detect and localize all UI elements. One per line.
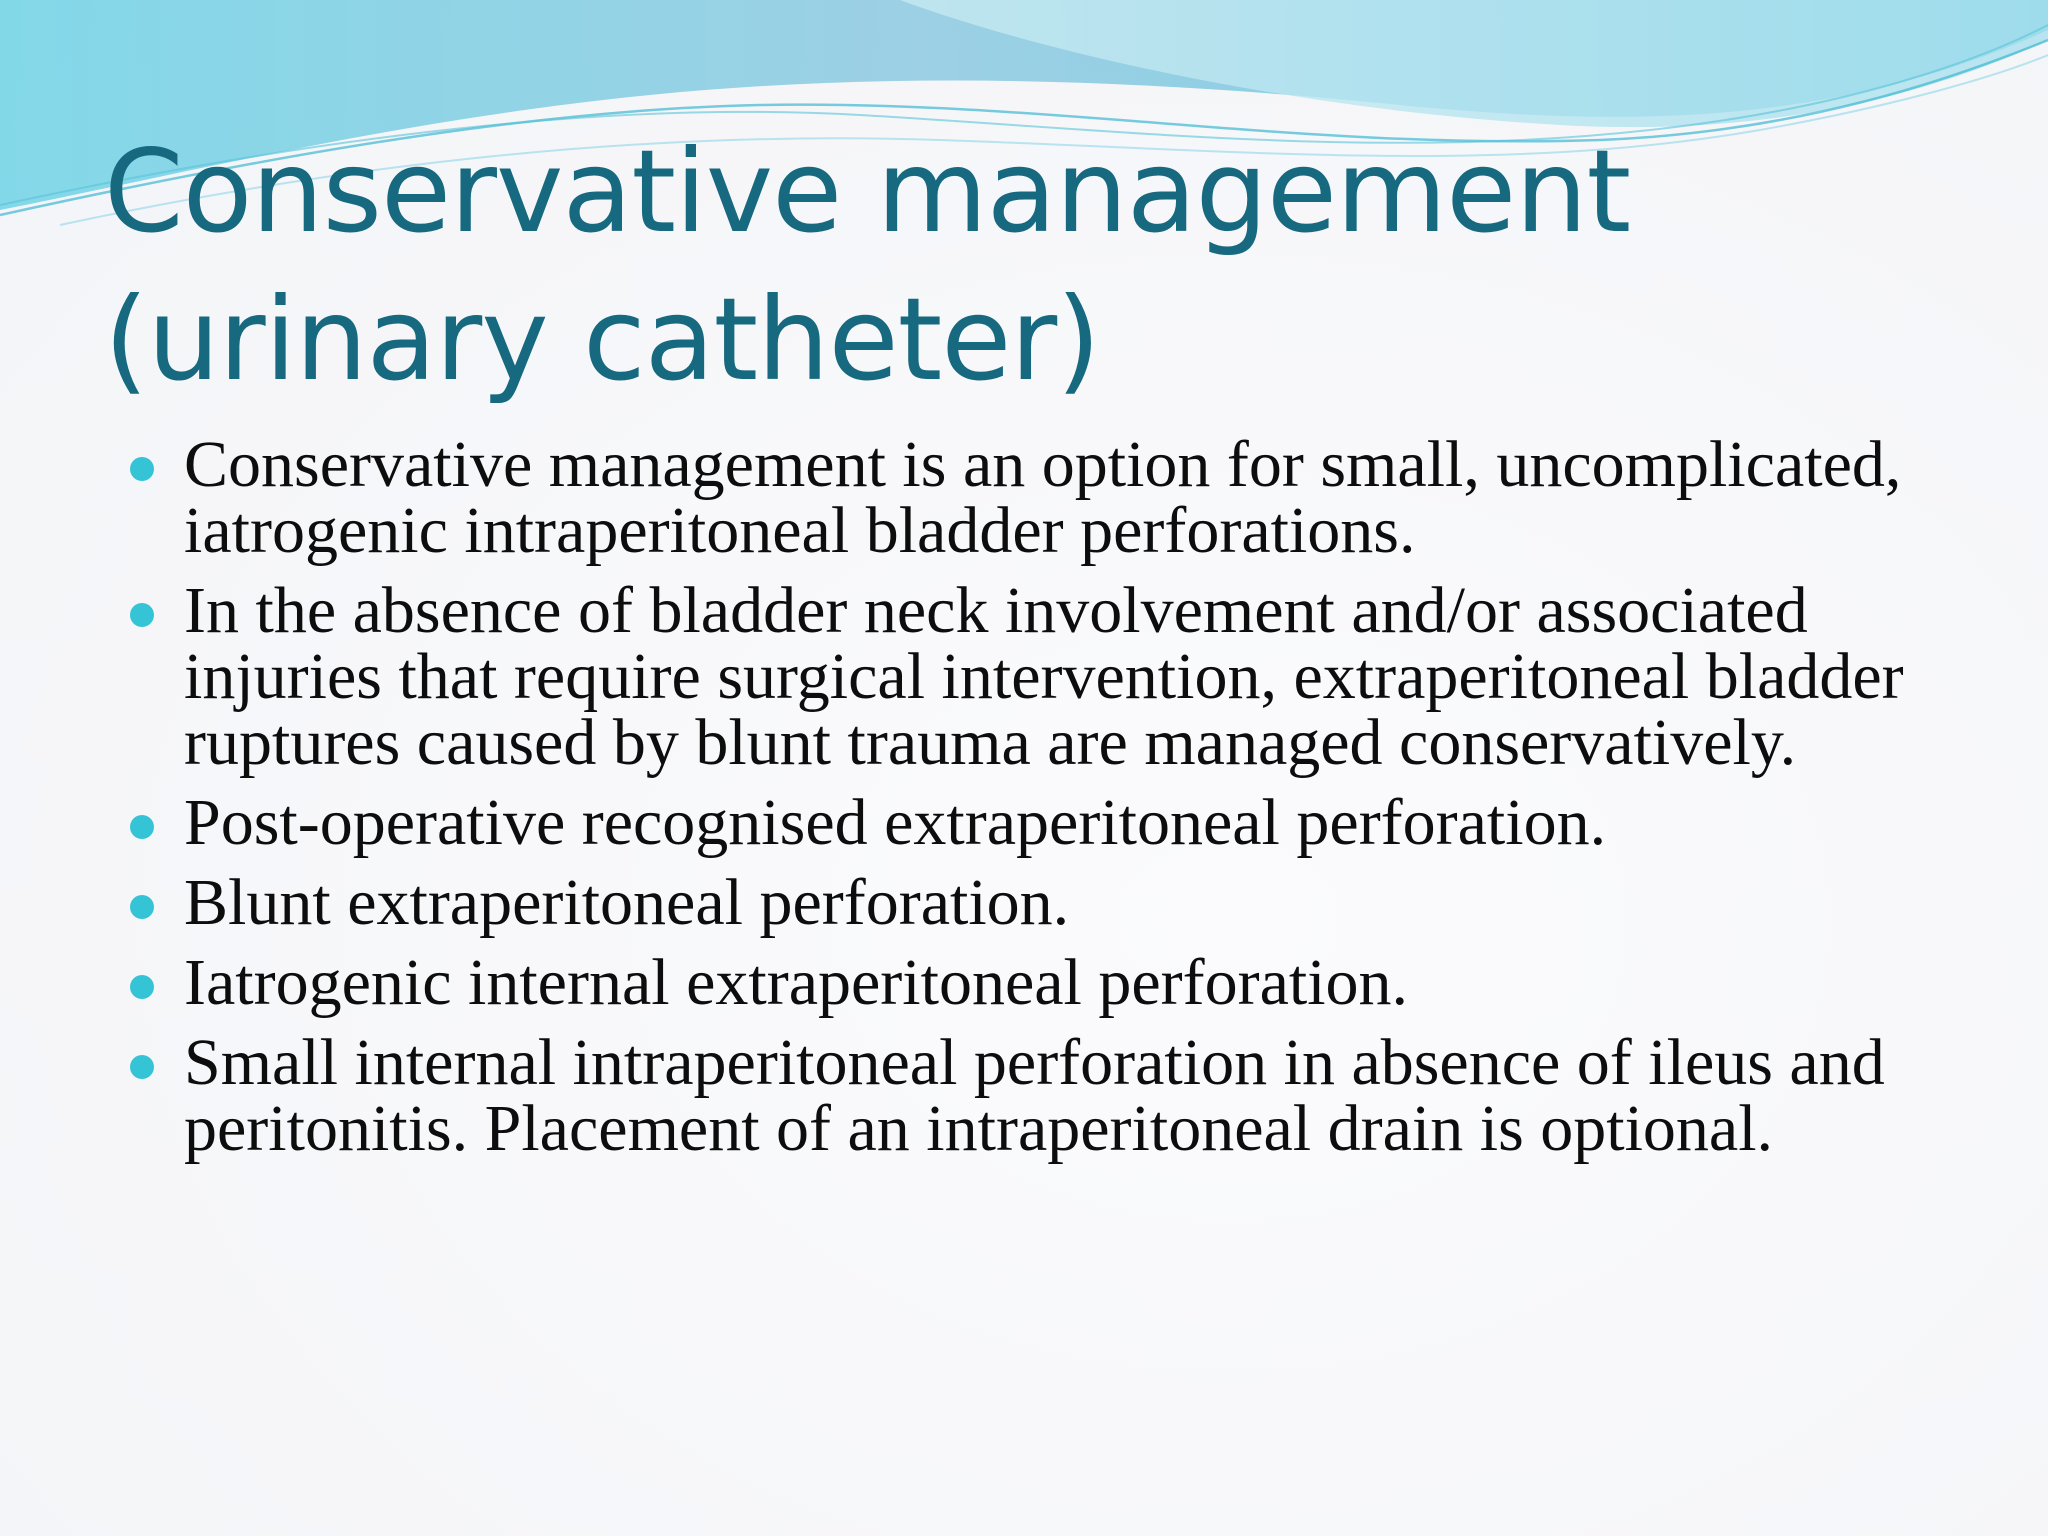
bullet-marker-icon — [130, 895, 154, 919]
bullet-text: In the absence of bladder neck involvement and/or associated injuries that require surgical intervention, extraperitoneal bladder ruptures caused by blunt trauma are managed conservatively. — [184, 574, 1904, 779]
bullet-item — [126, 428, 1926, 567]
bullet-marker-icon — [130, 457, 154, 481]
bullet-item — [126, 1026, 1926, 1165]
slide-title — [104, 118, 1904, 414]
bullet-item — [126, 866, 1926, 939]
bullet-list — [126, 428, 1926, 1176]
bullet-item — [126, 946, 1926, 1019]
bullet-item — [126, 786, 1926, 859]
bullet-text: Post-operative recognised extraperitoneal perforation. — [184, 786, 1607, 859]
bullet-text: Conservative management is an option for small, uncomplicated, iatrogenic intraperitoneal bladder perforations. — [184, 428, 1902, 567]
bullet-marker-icon — [130, 603, 154, 627]
bullet-marker-icon — [130, 815, 154, 839]
bullet-item — [126, 574, 1926, 779]
slide-title-line-1: Conservative management — [104, 125, 1631, 258]
bullet-marker-icon — [130, 1055, 154, 1079]
bullet-marker-icon — [130, 975, 154, 999]
slide-title-line-2: (urinary catheter) — [104, 273, 1100, 406]
bullet-text: Iatrogenic internal extraperitoneal perforation. — [184, 946, 1409, 1019]
bullet-text: Small internal intraperitoneal perforation in absence of ileus and peritonitis. Placement of an intraperitoneal drain is optional. — [184, 1026, 1885, 1165]
bullet-text: Blunt extraperitoneal perforation. — [184, 866, 1070, 939]
